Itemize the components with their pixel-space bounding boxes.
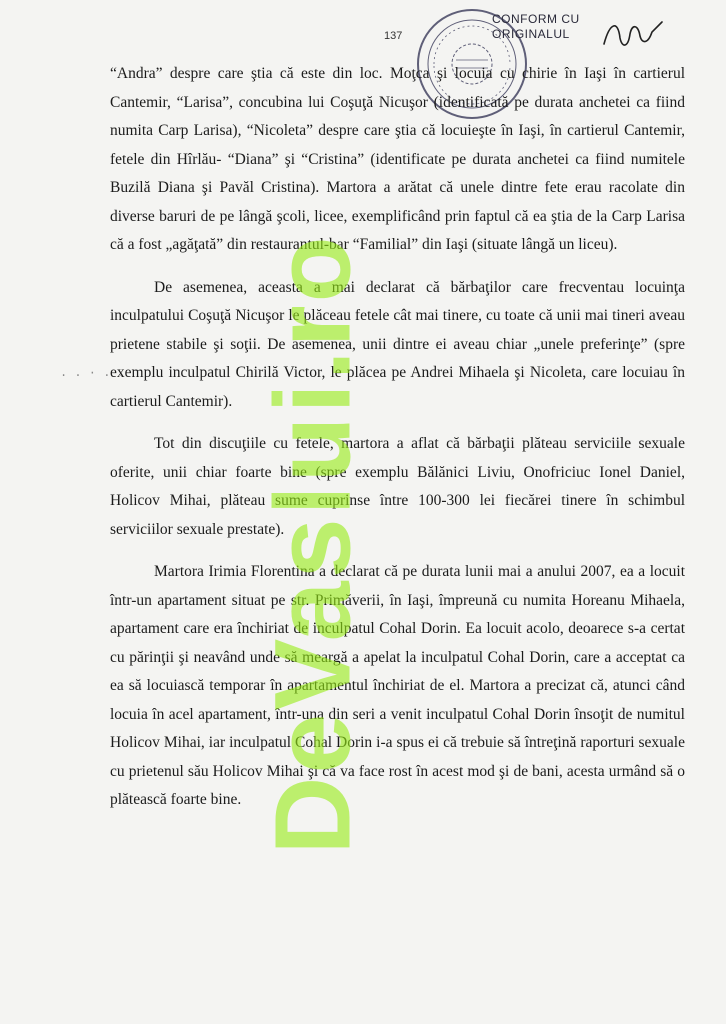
page-number: 137 — [384, 30, 403, 42]
watermark-text: DeVaslui.ro — [251, 233, 373, 855]
handwritten-signature — [600, 14, 670, 54]
paragraph-3: Tot din discuţiile cu fetele, martora a aflat că bărbaţii plăteau serviciile sexuale oferite, unii chiar foarte bine (spre exemplu Bălănici Liviu, Onofriciuc Ionel Daniel, Holicov Mihai, plăteau sume cuprinse între 100-300 lei fiecărei tinere în schimbul serviciilor sexuale prestate). — [110, 435, 685, 538]
stamp-conform-label — [492, 12, 580, 42]
paragraph-4: Martora Irimia Florentina a declarat că pe durata lunii mai a anului 2007, ea a locuit într-un apartament situat pe str. Primăverii, în Iaşi, împreună cu numita Horeanu Mihaela, apartament care era închiriat de inculpatul Cohal Dorin. Ea locuit acolo, deoarece s-a certat cu părinţii şi neavând unde să meargă a apelat la inculpatul Cohal Dorin, care a acceptat ca ea să locuiască temporar în apartamentul închiriat de el. Martora a precizat că, atunci când locuia în acel apartament, într-una din seri a venit inculpatul Cohal Dorin însoţit de numitul Holicov Mihai, iar inculpatul Cohal Dorin i-a spus ei că trebuie să întreţină raporturi sexuale cu prietenul său Holicov Mihai şi că va face rost în acest mod şi de bani, acesta urmând să o plătească foarte bine. — [110, 563, 685, 808]
stamp-line-2: ORIGINALUL — [492, 27, 570, 41]
document-body — [110, 60, 685, 829]
paragraph-1: “Andra” despre care ştia că este din loc. Moţca şi locuia cu chirie în Iaşi în cartierul Cantemir, “Larisa”, concubina lui Coşuţă Nicuşor (identificată pe durata anchetei ca fiind numita Carp Larisa), “Nicoleta” despre care ştia că locuieşte în Iaşi, în cartierul Cantemir, fetele din Hîrlău- “Diana” şi “Cristina” (identificate pe durata anchetei ca fiind numitele Buzilă Diana şi Pavăl Cristina). Martora a arătat că unele dintre fete erau racolate din diverse baruri de pe lângă şcoli, licee, exemplificând prin faptul că ea ştia de la Carp Larisa că a fost „agăţată” din restaurantul-bar “Familial” din Iaşi (situate lângă un liceu). — [110, 65, 685, 253]
stamp-line-1: CONFORM CU — [492, 12, 580, 26]
margin-dots: . . · . . — [60, 366, 125, 380]
paragraph-2: De asemenea, aceasta a mai declarat că bărbaţilor care frecventau locuinţa inculpatului Coşuţă Nicuşor le plăceau fetele cât mai tinere, cu toate că unii mai tineri aveau prietene stabile şi soţii. De asemenea, unii dintre ei aveau chiar „unele preferinţe” (spre exemplu inculpatul Chirilă Victor, le plăcea pe Andrei Mihaela şi Nicoleta, care locuiau în cartierul Cantemir). — [110, 278, 685, 410]
